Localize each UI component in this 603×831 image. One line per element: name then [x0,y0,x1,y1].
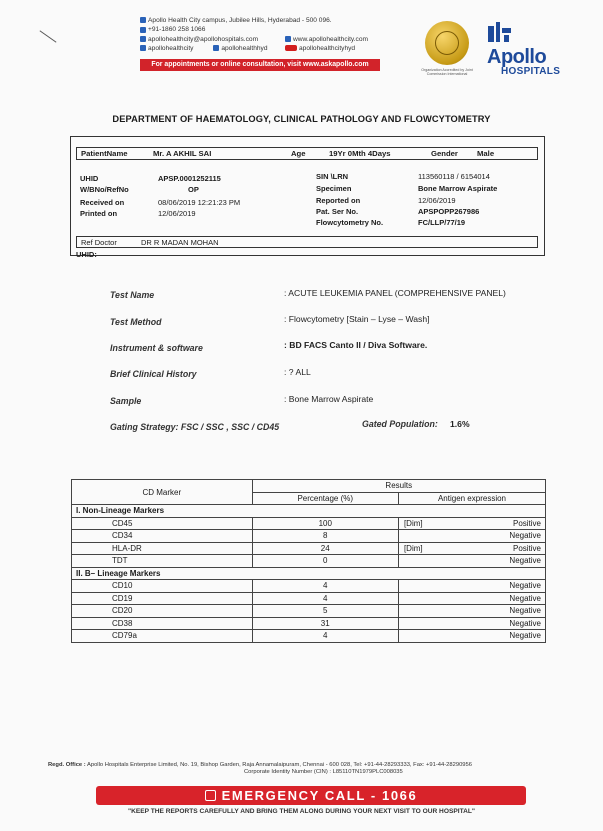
col-results: Results [252,480,545,493]
website-link[interactable]: www.apollohealthcity.com [293,35,369,43]
table-row: CD10 4 Negative [72,580,546,593]
keep-reports-note: "KEEP THE REPORTS CAREFULLY AND BRING THEM ALONG DURING YOUR NEXT VISIT TO OUR HOSPITAL" [127,808,476,815]
table-row: CD34 8 Negative [72,530,546,543]
test-method-label: Test Method [110,317,162,327]
facebook-icon [140,45,146,51]
reported-label: Reported on [316,196,361,205]
sin-value: 113560118 / 6154014 [418,172,490,181]
gating-label: Gating Strategy: FSC / SSC , SSC / CD45 [110,422,280,432]
patient-name-label: PatientName [81,149,128,158]
wbno-value: OP [188,185,199,194]
corner-mark [40,30,57,42]
instrument-label: Instrument & software [110,343,203,353]
col-percentage: Percentage (%) [252,492,398,505]
patser-value: APSPOPP267986 [418,207,480,216]
email-line [140,35,369,44]
printed-label: Printed on [80,209,118,218]
gender-value: Male [477,149,495,158]
flow-label: Flowcytometry No. [316,218,384,227]
email-icon [140,36,146,42]
ref-doctor-row [76,236,538,248]
patient-name: Mr. A AKHIL SAI [153,149,212,158]
test-method-value: : Flowcytometry [Stain – Lyse – Wash] [284,314,430,324]
flow-value: FC/LLP/77/19 [418,218,466,227]
social-line: apollohealthcity apollohealthhyd apollohealthcityhyd [140,44,332,53]
specimen-label: Specimen [316,184,352,193]
table-row: TDT 0 Negative [72,555,546,568]
history-label: Brief Clinical History [110,369,197,379]
test-name-value: : ACUTE LEUKEMIA PANEL (COMPREHENSIVE PANEL) [284,288,506,298]
reported-value: 12/06/2019 [418,196,456,205]
phone-line: +91-1860 258 1066 [140,25,332,34]
patser-label: Pat. Ser No. [316,207,359,216]
logo-sub: HOSPITALS [501,66,561,77]
test-name-label: Test Name [110,290,155,300]
cin-line: Corporate Identity Number (CIN) : L85110TN1979PLC008035 [244,769,403,776]
refdoc-value: DR R MADAN MOHAN [141,238,219,247]
col-cd-marker: CD Marker [72,480,253,505]
table-row: HLA-DR 24 [Dim] Positive [72,542,546,555]
location-icon [140,17,146,23]
emergency-call-banner[interactable]: EMERGENCY CALL - 1066 [96,786,526,805]
table-row: CD45 100 [Dim] Positive [72,517,546,530]
department-title: DEPARTMENT OF HAEMATOLOGY, CLINICAL PATHOLOGY AND FLOWCYTOMETRY [112,114,491,124]
email-link[interactable]: apollohealthcity@apollohospitals.com [148,35,259,43]
registered-office [48,762,588,776]
instrument-value: : BD FACS Canto II / Diva Software. [284,340,428,350]
received-value: 08/06/2019 12:21:23 PM [158,198,241,207]
col-antigen: Antigen expression [398,492,545,505]
history-value: : ? ALL [284,367,311,377]
sin-label: SIN \LRN [316,172,349,181]
cd-marker-table [71,479,546,643]
uhid-value: APSP.0001252115 [158,174,221,183]
gated-population-label: Gated Population: [362,419,438,429]
contact-block [140,16,369,53]
uhid-footer-label: UHID: [76,250,97,259]
printed-value: 12/06/2019 [158,209,196,218]
table-row: CD19 4 Negative [72,592,546,605]
youtube-icon [285,45,297,51]
youtube-line: apollohealthcityhyd [285,44,355,53]
age-value: 19Yr 0Mth 4Days [329,149,391,158]
gated-population-value: 1.6% [450,419,470,429]
logo-name: Apollo [487,46,547,68]
seal-caption: Organization Accredited by Joint Commission International [421,68,473,76]
wbno-label: W/BNo/RefNo [80,185,129,194]
globe-icon [285,36,291,42]
table-header-row [72,480,546,493]
age-label: Age [291,149,306,158]
refdoc-label: Ref Doctor [81,238,117,247]
sample-label: Sample [110,396,142,406]
jci-seal-icon [425,21,469,65]
regd-text: Apollo Hospitals Enterprise Limited, No. 19, Bishop Garden, Raja Annamalaipuram, Chennai - 600 028, Tel: +91-44-28293333, Fax: +91-44-28290956 [86,762,472,768]
regd-label: Regd. Office : [48,762,86,768]
received-label: Received on [80,198,125,207]
table-row: CD38 31 Negative [72,617,546,630]
appointment-banner[interactable]: For appointments or online consultation, visit www.askapollo.com [140,59,380,71]
section-non-lineage: I. Non-Lineage Markers [72,505,546,518]
phone-icon [205,790,216,801]
table-row: CD79a 4 Negative [72,630,546,643]
twitter-icon [213,45,219,51]
sample-value: : Bone Marrow Aspirate [284,394,374,404]
patient-name-row [76,147,538,160]
uhid-label: UHID [80,174,99,183]
apollo-logo-mark-icon [485,22,515,44]
section-b-lineage: II. B– Lineage Markers [72,567,546,580]
table-row: CD20 5 Negative [72,605,546,618]
gender-label: Gender [431,149,458,158]
specimen-value: Bone Marrow Aspirate [418,184,498,193]
address-line: Apollo Health City campus, Jubilee Hills, Hyderabad - 500 096. [140,16,332,25]
phone-icon [140,27,146,33]
website-line [285,35,368,44]
